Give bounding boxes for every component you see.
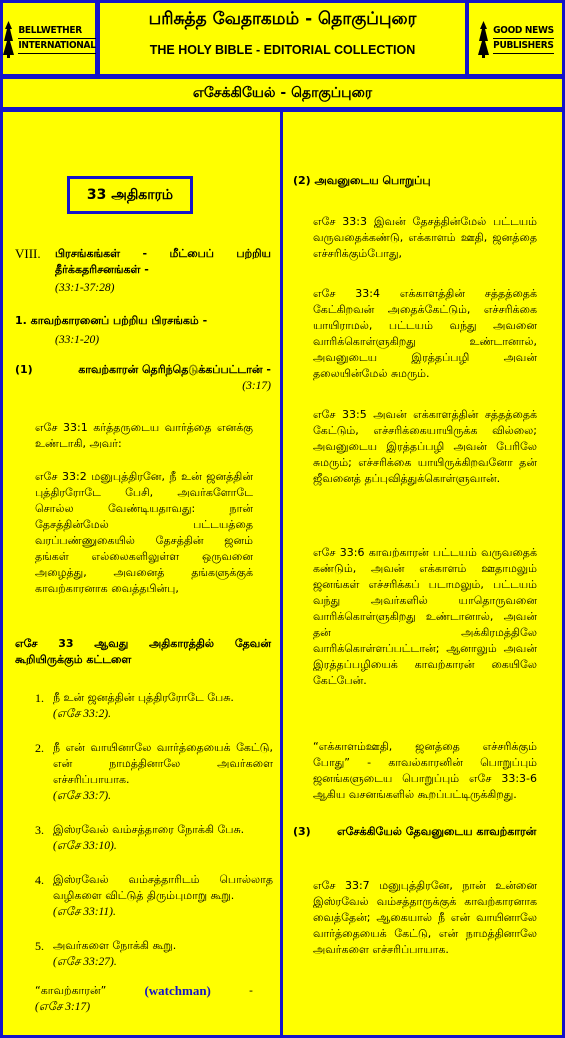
watchman-english: (watchman): [144, 983, 211, 998]
list-item-text: இஸ்ரவேல் வம்சத்தாரிடம் பொல்லாத வழிகளை விட்டுத் திரும்புமாறு கூறு.: [53, 873, 273, 902]
verse-33-5: [313, 407, 537, 487]
section-1-title: 1. காவற்காரனைப் பற்றிய பிரசங்கம் -: [15, 314, 208, 327]
verse-33-3: [313, 214, 537, 262]
section-1-ref: (33:1-20): [55, 334, 100, 346]
section-8-ref: (33:1-37:28): [55, 282, 115, 294]
list-item-number: 4.: [35, 873, 44, 887]
section-8-title: பிரசங்கங்கள் - மீட்பைப் பற்றிய தீர்க்கதரிசனங்கள் -: [55, 247, 271, 276]
list-item-ref: (எசே 33:27).: [53, 956, 117, 968]
verse-33-7-ref: எசே 33:7: [313, 879, 370, 892]
subsection-2-title: (2) அவனுடைய பொறுப்பு: [293, 174, 431, 187]
watchman-note: [35, 983, 253, 1015]
list-item-text: நீ உன் ஜனத்தின் புத்திரரோடே பேசு.: [53, 691, 234, 704]
left-logo-line2: INTERNATIONAL: [18, 39, 95, 54]
left-logo-text: [18, 24, 95, 54]
verse-33-4: [313, 286, 537, 382]
verse-33-4-ref: எசே 33:4: [313, 287, 380, 300]
verse-33-5-ref: எசே 33:5: [313, 408, 367, 421]
list-item-text: அவர்களை நோக்கி கூறு.: [53, 939, 177, 952]
verse-33-1-ref: எசே 33:1: [35, 421, 88, 434]
subsection-3: [293, 824, 553, 840]
verse-33-6-ref: எசே 33:6: [313, 546, 365, 559]
verse-33-5-text: அவன் எக்காளத்தின் சத்தத்தைக் கேட்டும், எச்சரிக்கையாயிருக்க வில்லை; அவனுடைய இரத்தப்பழி அவன் பேரிலே சுமரும்; எச்சரிக்கை யாயிருக்கிறவனோ தன் ஜீவனைத் தப்புவித்துக்கொள்ளுவான்.: [313, 408, 538, 485]
list-item-number: 3.: [35, 823, 44, 837]
verse-33-4-text: எக்காளத்தின் சத்தத்தைக் கேட்கிறவன் அதைக்கேட்டும், எச்சரிக்கை யாயிராமல், பட்டயம் வந்து அவனை வாரிக்கொள்ளுகிறது உண்டானால், அவனுடைய இரத்தப்பழி அவன் தலையின்மேல் சுமரும்.: [313, 287, 537, 380]
section-8-number: VIII.: [15, 246, 41, 261]
list-item-ref: (எசே 33:10).: [53, 840, 117, 852]
verse-33-6-text: காவற்காரன் பட்டயம் வருவதைக் கண்டும், அவன் எக்காளம் ஊதாமலும் ஜனங்கள் எச்சரிக்கப் படாமலும், பட்டயம் வந்து அவர்களில் யாதொருவனை வாரிக்கொள்ளுகிறது உண்டானால், அவன் தன் அக்கிரமத்திலே வாரிக்கொள்ளப்பட்டான்; ஆனாலும் அவன் இரத்தப்பழியைக் காவற்காரன் கையிலே கேட்பேன்.: [313, 546, 538, 687]
chapter-heading: 33 அதிகாரம்: [67, 176, 193, 214]
subsection-1-ref: (3:17): [242, 380, 271, 392]
verse-33-3-text: இவன் தேசத்தின்மேல் பட்டயம் வருவதைக்கண்டு, எக்காளம் ஊதி, ஜனத்தை எச்சரிக்கும்போது,: [313, 215, 537, 260]
page-title-english: THE HOLY BIBLE - EDITORIAL COLLECTION: [149, 43, 416, 57]
subsection-3-title: எசேக்கியேல் தேவனுடைய காவற்காரன்: [337, 825, 537, 838]
watchman-ref: (எசே 3:17): [35, 1001, 91, 1013]
verse-33-6: [313, 545, 537, 689]
subsection-3-number: (3): [293, 825, 311, 838]
good-news-logo-icon: [477, 19, 490, 59]
commands-list: [35, 690, 273, 970]
list-item-number: 1.: [35, 691, 44, 705]
right-logo-line1: GOOD NEWS: [493, 24, 554, 39]
list-item-text: இஸ்ரவேல் வம்சத்தாரை நோக்கி பேசு.: [53, 823, 245, 836]
right-logo-text: [493, 24, 554, 54]
subsection-1: [15, 362, 271, 394]
subsection-1-number: (1): [15, 363, 33, 376]
list-item: [35, 822, 273, 854]
verse-33-2-text: மனுபுத்திரனே, நீ உன் ஜனத்தின் புத்திரரோடே பேசி, அவர்களோடே சொல்ல வேண்டியதாவது: நான் தேசத்தின்மேல் பட்டயத்தை வரப்பண்ணுகையில் தேசத்தின் ஜனம் தங்கள் எல்லைகளிலுள்ள ஒருவனை அழைத்து, அவனைத் தங்களுக்குக் காவற்காரனாக வைத்தபின்பு,: [35, 470, 253, 595]
list-item: [35, 872, 273, 920]
verse-33-1-text: கர்த்தருடைய வார்த்தை எனக்கு உண்டாகி, அவர்:: [35, 421, 254, 450]
right-logo-box: [466, 0, 565, 77]
verse-33-3-ref: எசே 33:3: [313, 215, 367, 228]
responsibility-note: “எக்காளம்ஊதி, ஜனத்தை எச்சரிக்கும் போது” - காவல்காரனின் பொறுப்பும் ஜனங்களுடைய பொறுப்பும் எசே 33:3-6 ஆகிய வசனங்களில் கூறப்பட்டிருக்கிறது.: [313, 740, 537, 801]
list-item-ref: (எசே 33:7).: [53, 790, 111, 802]
verse-33-2-ref: எசே 33:2: [35, 470, 87, 483]
list-item: [35, 690, 273, 722]
list-item-number: 2.: [35, 741, 44, 755]
verse-33-2: [35, 469, 253, 597]
commands-heading: எசே 33 ஆவது அதிகாரத்தில் தேவன் கூறியிருக்கும் கட்டளை: [15, 637, 271, 666]
list-item-ref: (எசே 33:2).: [53, 708, 111, 720]
verse-33-7: [313, 878, 537, 958]
verse-33-7-text: மனுபுத்திரனே, நான் உன்னை இஸ்ரவேல் வம்சத்தாருக்குக் காவற்காரனாக வைத்தேன்; ஆகையால் நீ என் வாயினாலே வார்த்தையைக் கேட்டு, என் நாமத்தினாலே அவர்களை எச்சரிப்பாயாக.: [313, 879, 537, 956]
list-item-number: 5.: [35, 939, 44, 953]
right-column: [280, 109, 565, 1038]
list-item: [35, 740, 273, 804]
page-title-tamil: பரிசுத்த வேதாகமம் - தொகுப்புரை: [148, 9, 417, 29]
left-logo-line1: BELLWETHER: [18, 24, 95, 39]
list-item-ref: (எசே 33:11).: [53, 906, 116, 918]
verse-33-1: [35, 420, 253, 452]
book-subtitle: எசேக்கியேல் - தொகுப்புரை: [192, 85, 373, 101]
section-8: [15, 246, 271, 296]
subtitle-bar: [0, 76, 565, 110]
list-item-text: நீ என் வாயினாலே வார்த்தையைக் கேட்டு, என் நாமத்தினாலே அவர்களை எச்சரிப்பாயாக.: [53, 741, 273, 786]
watchman-dash: -: [249, 984, 253, 997]
section-1: [15, 313, 271, 348]
title-box: [97, 0, 468, 77]
left-logo-box: [0, 0, 98, 77]
watchman-tamil: “காவற்காரன்”: [35, 984, 107, 997]
right-logo-line2: PUBLISHERS: [493, 39, 554, 54]
bellwether-logo-icon: [2, 19, 15, 59]
left-column: [0, 109, 283, 1038]
list-item: [35, 938, 273, 970]
subsection-1-title: காவற்காரன் தெரிந்தெடுக்கப்பட்டான் -: [78, 363, 271, 376]
